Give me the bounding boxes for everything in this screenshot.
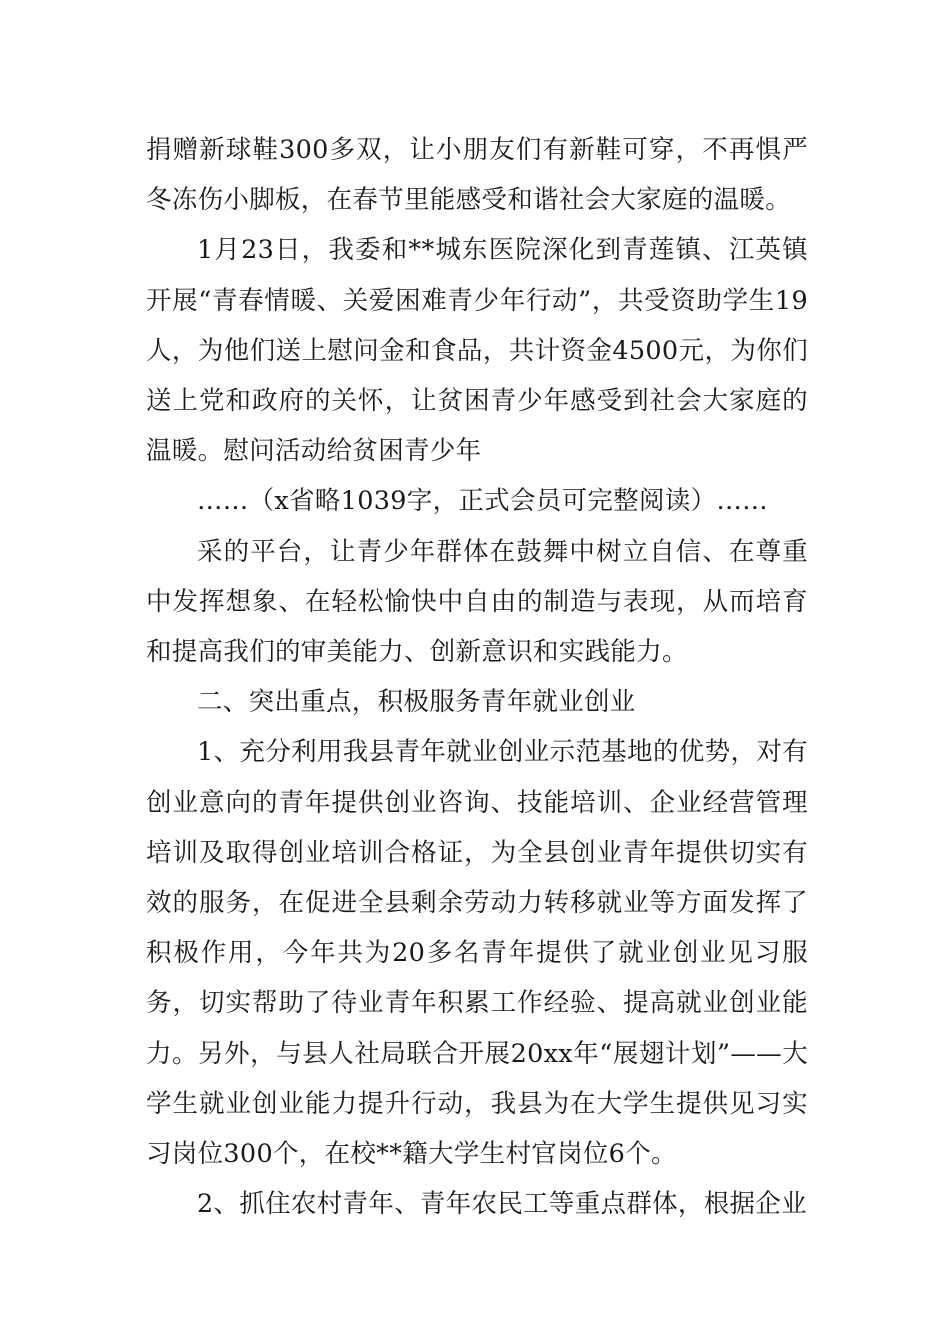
paragraph-item-2: 2、抓住农村青年、青年农民工等重点群体，根据企业 — [197, 1189, 807, 1220]
omission-notice: ……（x省略1039字，正式会员可完整阅读）…… — [197, 486, 768, 517]
section-heading-employment: 二、突出重点，积极服务青年就业创业 — [197, 687, 636, 718]
paragraph-jan23-activity: 1月23日，我委和**城东医院深化到青莲镇、江英镇开展“青春情暖、关爱困难青少年行动”，共受资助学生19人，为他们送上慰问金和食品，共计资金4500元，为你们送上党和政府的关怀，让贫困青少年感受到社会大家庭的温暖。慰问活动给贫困青少年 — [146, 235, 808, 467]
paragraph-platform: 采的平台，让青少年群体在鼓舞中树立自信、在尊重中发挥想象、在轻松愉快中自由的制造与表现，从而培育和提高我们的审美能力、创新意识和实践能力。 — [146, 536, 808, 668]
document-body — [146, 125, 808, 1229]
paragraph-item-1: 1、充分利用我县青年就业创业示范基地的优势，对有创业意向的青年提供创业咨询、技能培训、企业经营管理培训及取得创业培训合格证，为全县创业青年提供切实有效的服务，在促进全县剩余劳动力转移就业等方面发挥了积极作用，今年共为20多名青年提供了就业创业见习服务，切实帮助了待业青年积累工作经验、提高就业创业能力。另外，与县人社局联合开展20xx年“展翅计划”——大学生就业创业能力提升行动，我县为在大学生提供见习实习岗位300个，在校**籍大学生村官岗位6个。 — [146, 737, 808, 1170]
paragraph-donation: 捐赠新球鞋300多双，让小朋友们有新鞋可穿，不再惧严冬冻伤小脚板，在春节里能感受和谐社会大家庭的温暖。 — [146, 135, 808, 216]
